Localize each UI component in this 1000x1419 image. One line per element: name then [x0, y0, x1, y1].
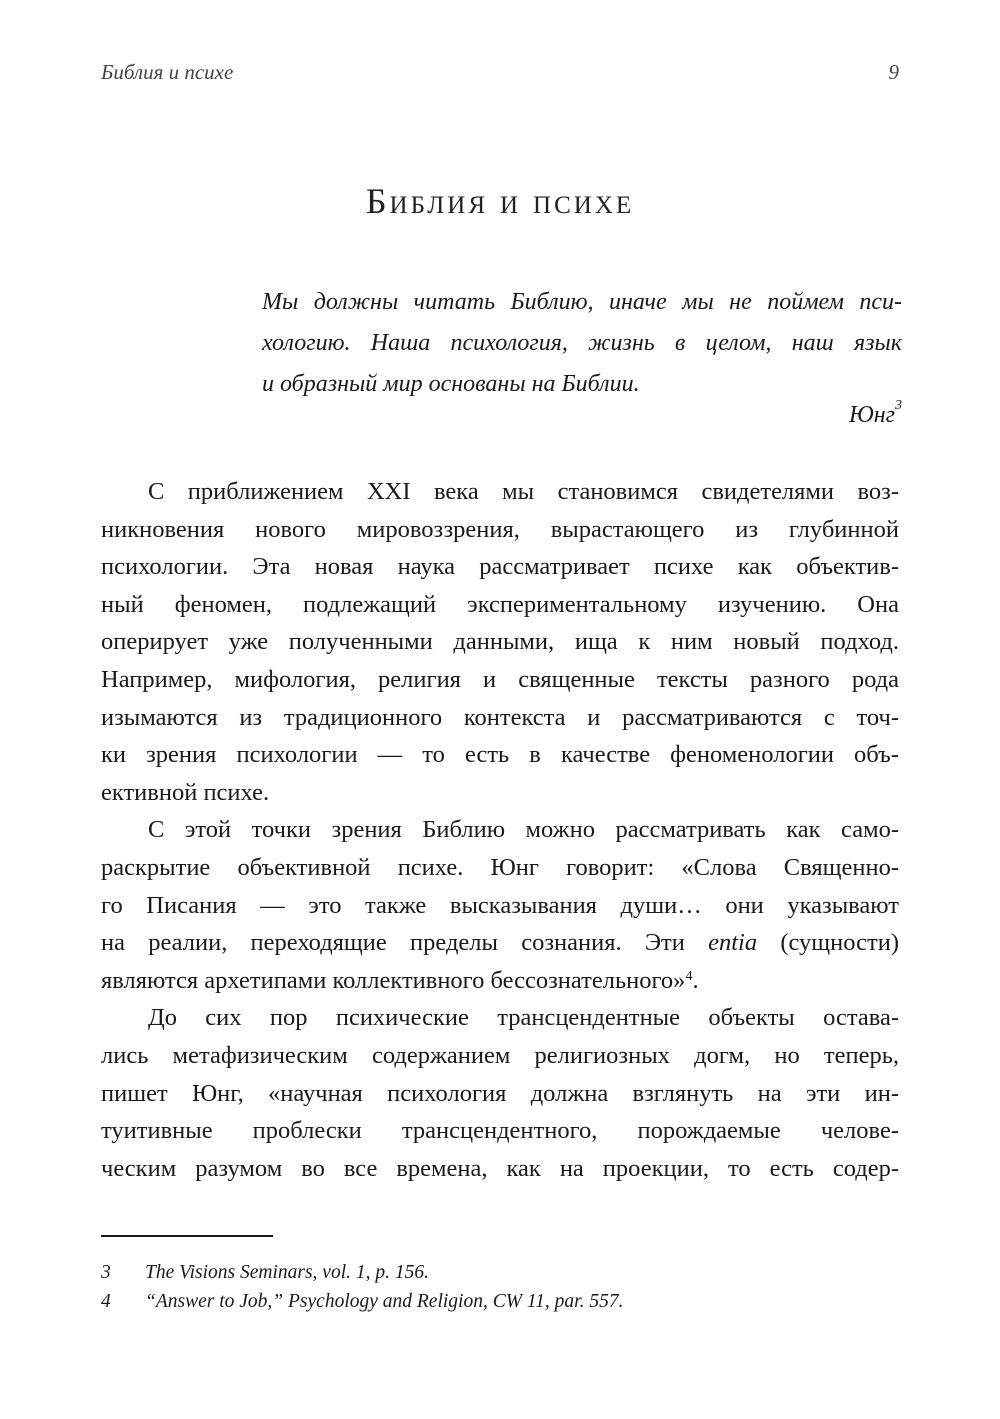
- paragraph-1: [101, 473, 899, 811]
- paragraph-2: [101, 811, 899, 999]
- text-segment: на реалии, переходящие пределы сознания. Эти: [101, 929, 709, 957]
- epigraph-line: Мы должны читать Библию, иначе мы не поймем пси-: [262, 289, 902, 315]
- footnote-item: [101, 1258, 901, 1287]
- epigraph-author-name: Юнг: [848, 402, 895, 428]
- text-line: До сих пор психические трансцендентные объекты остава-: [148, 1004, 899, 1032]
- text-line: никновения нового мировоззрения, вырастающего из глубинной: [101, 515, 899, 543]
- footnote-text: “Answer to Job,” Psychology and Religion, CW 11, par. 557.: [145, 1291, 624, 1312]
- text-line: С этой точки зрения Библию можно рассматривать как само-: [148, 816, 899, 844]
- text-line: пишет Юнг, «научная психология должна взглянуть на эти ин-: [101, 1079, 899, 1107]
- latin-term: entia: [708, 929, 758, 957]
- text-line: изымаются из традиционного контекста и рассматриваются с точ-: [101, 703, 899, 731]
- text-line: [101, 962, 899, 1000]
- footnote-number: 3: [101, 1262, 111, 1283]
- text-line: раскрытие объективной психе. Юнг говорит: «Слова Священно-: [101, 853, 899, 881]
- footnote-rule: [101, 1235, 273, 1237]
- text-line: лись метафизическим содержанием религиозных догм, но теперь,: [101, 1041, 899, 1069]
- text-line: ективной психе.: [101, 778, 270, 806]
- text-line: Например, мифология, религия и священные тексты разного рода: [101, 665, 899, 693]
- running-head-title: Библия и психе: [101, 60, 234, 84]
- footnotes: [101, 1258, 901, 1316]
- epigraph-author: [848, 398, 902, 429]
- text-line: С приближением XXI века мы становимся свидетелями воз-: [148, 478, 899, 505]
- text-segment: (сущности): [757, 929, 899, 957]
- epigraph-line: и образный мир основаны на Библии.: [262, 371, 640, 397]
- text-line: ки зрения психологии — то есть в качестве феноменологии объ-: [101, 741, 899, 769]
- footnote-number: 4: [101, 1291, 111, 1312]
- text-line: психологии. Эта новая наука рассматривает психе как объектив-: [101, 553, 899, 581]
- footnote-ref: 3: [895, 398, 902, 413]
- text-line: ческим разумом во все времена, как на проекции, то есть содер-: [101, 1154, 899, 1182]
- epigraph-line: хологию. Наша психология, жизнь в целом, наш язык: [262, 330, 902, 356]
- paragraph-3: [101, 999, 899, 1187]
- epigraph: [262, 282, 902, 405]
- footnote-text: The Visions Seminars, vol. 1, p. 156.: [145, 1262, 430, 1283]
- text-line: ный феномен, подлежащий экспериментальному изучению. Она: [101, 590, 899, 618]
- text-line: оперирует уже полученными данными, ища к ним новый подход.: [101, 628, 899, 656]
- page-number: 9: [888, 60, 899, 84]
- chapter-title: Библия и психе: [365, 181, 635, 221]
- text-segment: являются архетипами коллективного бессознательного»: [101, 966, 686, 994]
- running-head: [101, 60, 899, 85]
- footnote-ref: 4: [685, 968, 693, 984]
- footnote-item: [101, 1287, 901, 1316]
- body-text: [101, 473, 899, 1187]
- text-segment: .: [692, 966, 699, 994]
- text-line: го Писания — это также высказывания души… они указывают: [101, 891, 899, 919]
- text-line: туитивные проблески трансцендентного, порождаемые челове-: [101, 1117, 899, 1145]
- text-line: [101, 924, 899, 962]
